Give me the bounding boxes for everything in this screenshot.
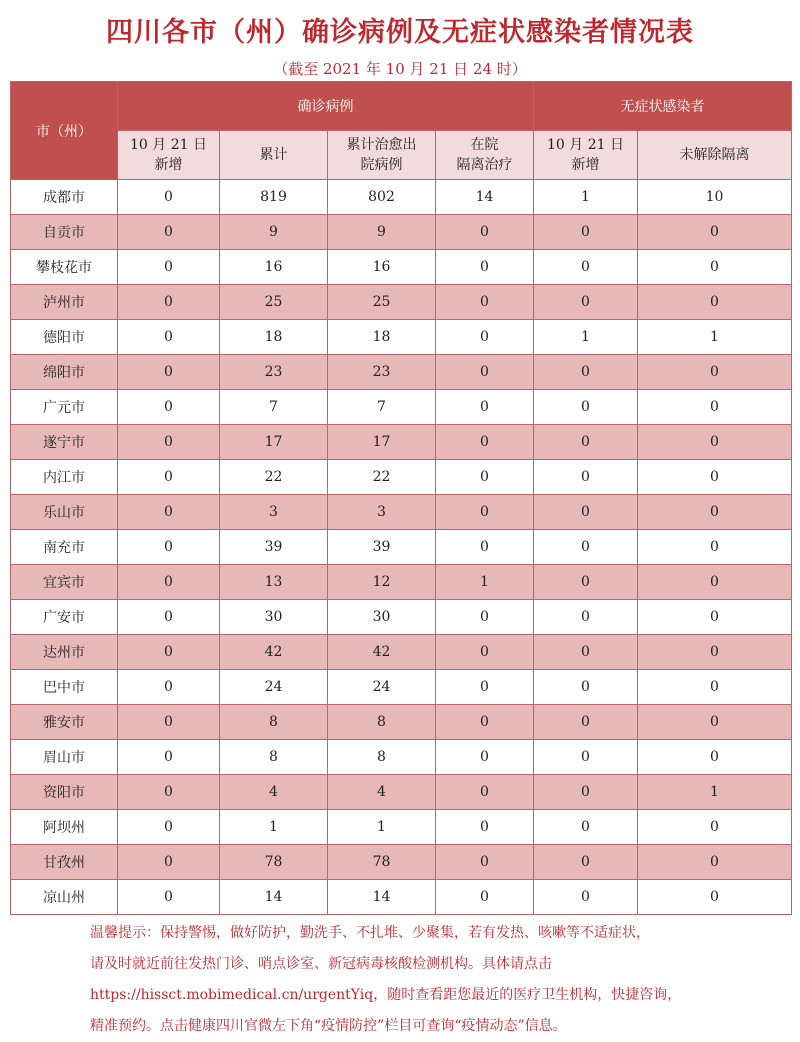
value-cell: 14 — [220, 880, 328, 915]
table-row — [11, 775, 792, 810]
value-cell: 0 — [534, 215, 638, 250]
city-cell: 攀枝花市 — [11, 250, 118, 285]
value-cell: 0 — [638, 810, 792, 845]
value-cell: 0 — [118, 670, 220, 705]
subheader-line: 累计治愈出 — [346, 137, 417, 153]
city-cell: 宜宾市 — [11, 565, 118, 600]
value-cell: 0 — [534, 670, 638, 705]
value-cell: 0 — [436, 670, 534, 705]
city-cell: 广安市 — [11, 600, 118, 635]
value-cell: 0 — [436, 250, 534, 285]
value-cell: 7 — [220, 390, 328, 425]
table-row — [11, 635, 792, 670]
notice-line: 请及时就近前往发热门诊、哨点诊室、新冠病毒核酸检测机构。具体请点击 — [90, 956, 552, 972]
value-cell: 0 — [534, 740, 638, 775]
value-cell: 0 — [436, 635, 534, 670]
value-cell: 0 — [118, 635, 220, 670]
value-cell: 0 — [118, 285, 220, 320]
notice-line: 精准预约。点击健康四川官微左下角“疫情防控”栏目可查询“疫情动态”信息。 — [90, 1018, 567, 1034]
subheader-line: 新增 — [571, 157, 600, 173]
table-row — [11, 705, 792, 740]
value-cell: 14 — [328, 880, 436, 915]
subheader-col-1 — [220, 131, 328, 180]
value-cell: 9 — [328, 215, 436, 250]
value-cell: 30 — [220, 600, 328, 635]
value-cell: 0 — [118, 740, 220, 775]
value-cell: 1 — [534, 320, 638, 355]
value-cell: 0 — [638, 705, 792, 740]
subheader-col-0 — [118, 131, 220, 180]
value-cell: 0 — [118, 565, 220, 600]
value-cell: 12 — [328, 565, 436, 600]
value-cell: 0 — [118, 530, 220, 565]
notice-line: 温馨提示：保持警惕，做好防护，勤洗手、不扎堆、少聚集，若有发热、咳嗽等不适症状， — [90, 925, 650, 941]
city-cell: 遂宁市 — [11, 425, 118, 460]
value-cell: 0 — [638, 215, 792, 250]
city-cell: 眉山市 — [11, 740, 118, 775]
value-cell: 8 — [220, 740, 328, 775]
table-row — [11, 320, 792, 355]
value-cell: 0 — [436, 320, 534, 355]
value-cell: 0 — [436, 845, 534, 880]
value-cell: 0 — [436, 600, 534, 635]
table-row — [11, 810, 792, 845]
subheader-line: 院病例 — [360, 157, 403, 173]
value-cell: 9 — [220, 215, 328, 250]
value-cell: 0 — [638, 355, 792, 390]
value-cell: 0 — [118, 320, 220, 355]
value-cell: 0 — [534, 250, 638, 285]
value-cell: 1 — [328, 810, 436, 845]
value-cell: 0 — [534, 810, 638, 845]
table-row — [11, 530, 792, 565]
value-cell: 0 — [534, 530, 638, 565]
value-cell: 16 — [328, 250, 436, 285]
value-cell: 0 — [436, 285, 534, 320]
value-cell: 0 — [638, 285, 792, 320]
value-cell: 0 — [436, 530, 534, 565]
table-row — [11, 355, 792, 390]
value-cell: 0 — [436, 460, 534, 495]
value-cell: 25 — [328, 285, 436, 320]
value-cell: 0 — [534, 285, 638, 320]
value-cell: 0 — [638, 880, 792, 915]
table-row — [11, 180, 792, 215]
value-cell: 23 — [220, 355, 328, 390]
value-cell: 0 — [638, 250, 792, 285]
value-cell: 0 — [534, 460, 638, 495]
value-cell: 23 — [328, 355, 436, 390]
value-cell: 0 — [638, 600, 792, 635]
value-cell: 0 — [118, 495, 220, 530]
table-row — [11, 425, 792, 460]
value-cell: 17 — [328, 425, 436, 460]
value-cell: 0 — [118, 460, 220, 495]
value-cell: 802 — [328, 180, 436, 215]
city-cell: 成都市 — [11, 180, 118, 215]
value-cell: 0 — [118, 810, 220, 845]
notice-line: https://hissct.mobimedical.cn/urgentYiq，随时查看距您最近的医疗卫生机构，快捷咨询， — [90, 987, 682, 1003]
value-cell: 0 — [638, 390, 792, 425]
value-cell: 0 — [118, 180, 220, 215]
value-cell: 0 — [436, 355, 534, 390]
cases-table — [10, 81, 792, 915]
value-cell: 0 — [534, 880, 638, 915]
table-row — [11, 740, 792, 775]
value-cell: 42 — [220, 635, 328, 670]
table-row — [11, 390, 792, 425]
value-cell: 0 — [534, 355, 638, 390]
value-cell: 0 — [436, 495, 534, 530]
value-cell: 78 — [220, 845, 328, 880]
value-cell: 0 — [638, 740, 792, 775]
table-row — [11, 880, 792, 915]
value-cell: 3 — [328, 495, 436, 530]
subheader-col-4 — [534, 131, 638, 180]
value-cell: 1 — [638, 320, 792, 355]
value-cell: 0 — [118, 705, 220, 740]
table-row — [11, 495, 792, 530]
value-cell: 0 — [436, 775, 534, 810]
table-row — [11, 285, 792, 320]
subheader-line: 累计 — [259, 147, 288, 163]
subheader-line: 未解除隔离 — [679, 147, 750, 163]
value-cell: 0 — [534, 565, 638, 600]
value-cell: 0 — [436, 215, 534, 250]
city-cell: 南充市 — [11, 530, 118, 565]
value-cell: 78 — [328, 845, 436, 880]
city-cell: 甘孜州 — [11, 845, 118, 880]
value-cell: 1 — [534, 180, 638, 215]
header-city: 市（州） — [11, 82, 118, 180]
value-cell: 25 — [220, 285, 328, 320]
value-cell: 0 — [638, 845, 792, 880]
header-confirmed: 确诊病例 — [118, 82, 534, 131]
city-cell: 阿坝州 — [11, 810, 118, 845]
city-cell: 资阳市 — [11, 775, 118, 810]
value-cell: 0 — [534, 635, 638, 670]
value-cell: 42 — [328, 635, 436, 670]
city-cell: 广元市 — [11, 390, 118, 425]
value-cell: 0 — [638, 635, 792, 670]
value-cell: 0 — [118, 845, 220, 880]
city-cell: 达州市 — [11, 635, 118, 670]
value-cell: 30 — [328, 600, 436, 635]
value-cell: 3 — [220, 495, 328, 530]
value-cell: 1 — [436, 565, 534, 600]
subheader-line: 10 月 21 日 — [547, 137, 624, 153]
value-cell: 14 — [436, 180, 534, 215]
value-cell: 13 — [220, 565, 328, 600]
value-cell: 0 — [534, 845, 638, 880]
city-cell: 内江市 — [11, 460, 118, 495]
subheader-col-3 — [436, 131, 534, 180]
value-cell: 0 — [436, 810, 534, 845]
table-row — [11, 250, 792, 285]
value-cell: 4 — [220, 775, 328, 810]
notice — [90, 918, 780, 1042]
value-cell: 0 — [534, 775, 638, 810]
table-row — [11, 215, 792, 250]
value-cell: 18 — [328, 320, 436, 355]
subheader-line: 新增 — [154, 157, 183, 173]
value-cell: 39 — [328, 530, 436, 565]
city-cell: 泸州市 — [11, 285, 118, 320]
value-cell: 0 — [638, 565, 792, 600]
value-cell: 0 — [436, 390, 534, 425]
table-row — [11, 600, 792, 635]
value-cell: 0 — [436, 740, 534, 775]
value-cell: 8 — [220, 705, 328, 740]
city-cell: 凉山州 — [11, 880, 118, 915]
header-asymptomatic: 无症状感染者 — [534, 82, 792, 131]
value-cell: 0 — [638, 495, 792, 530]
value-cell: 22 — [328, 460, 436, 495]
table-row — [11, 565, 792, 600]
city-cell: 乐山市 — [11, 495, 118, 530]
value-cell: 1 — [638, 775, 792, 810]
city-cell: 巴中市 — [11, 670, 118, 705]
subheader-col-2 — [328, 131, 436, 180]
subheader-line: 隔离治疗 — [456, 157, 513, 173]
city-cell: 德阳市 — [11, 320, 118, 355]
value-cell: 0 — [118, 600, 220, 635]
value-cell: 0 — [534, 390, 638, 425]
table-row — [11, 670, 792, 705]
value-cell: 0 — [118, 425, 220, 460]
value-cell: 0 — [118, 390, 220, 425]
subheader-line: 在院 — [470, 137, 499, 153]
value-cell: 10 — [638, 180, 792, 215]
value-cell: 0 — [638, 530, 792, 565]
page-subtitle: （截至 2021 年 10 月 21 日 24 时） — [273, 60, 527, 78]
value-cell: 0 — [534, 600, 638, 635]
value-cell: 39 — [220, 530, 328, 565]
value-cell: 8 — [328, 705, 436, 740]
city-cell: 绵阳市 — [11, 355, 118, 390]
value-cell: 0 — [118, 250, 220, 285]
value-cell: 0 — [436, 425, 534, 460]
value-cell: 0 — [638, 460, 792, 495]
value-cell: 4 — [328, 775, 436, 810]
value-cell: 0 — [118, 215, 220, 250]
city-cell: 雅安市 — [11, 705, 118, 740]
value-cell: 0 — [638, 670, 792, 705]
value-cell: 0 — [118, 355, 220, 390]
value-cell: 1 — [220, 810, 328, 845]
value-cell: 819 — [220, 180, 328, 215]
value-cell: 0 — [436, 705, 534, 740]
value-cell: 0 — [534, 425, 638, 460]
value-cell: 0 — [534, 495, 638, 530]
city-cell: 自贡市 — [11, 215, 118, 250]
value-cell: 0 — [638, 425, 792, 460]
value-cell: 17 — [220, 425, 328, 460]
subheader-line: 10 月 21 日 — [130, 137, 207, 153]
value-cell: 16 — [220, 250, 328, 285]
value-cell: 0 — [534, 705, 638, 740]
value-cell: 18 — [220, 320, 328, 355]
value-cell: 0 — [436, 880, 534, 915]
value-cell: 8 — [328, 740, 436, 775]
table-row — [11, 845, 792, 880]
value-cell: 0 — [118, 880, 220, 915]
value-cell: 24 — [220, 670, 328, 705]
value-cell: 0 — [118, 775, 220, 810]
subheader-col-5 — [638, 131, 792, 180]
page-title: 四川各市（州）确诊病例及无症状感染者情况表 — [106, 17, 694, 48]
value-cell: 22 — [220, 460, 328, 495]
value-cell: 7 — [328, 390, 436, 425]
table-row — [11, 460, 792, 495]
value-cell: 24 — [328, 670, 436, 705]
